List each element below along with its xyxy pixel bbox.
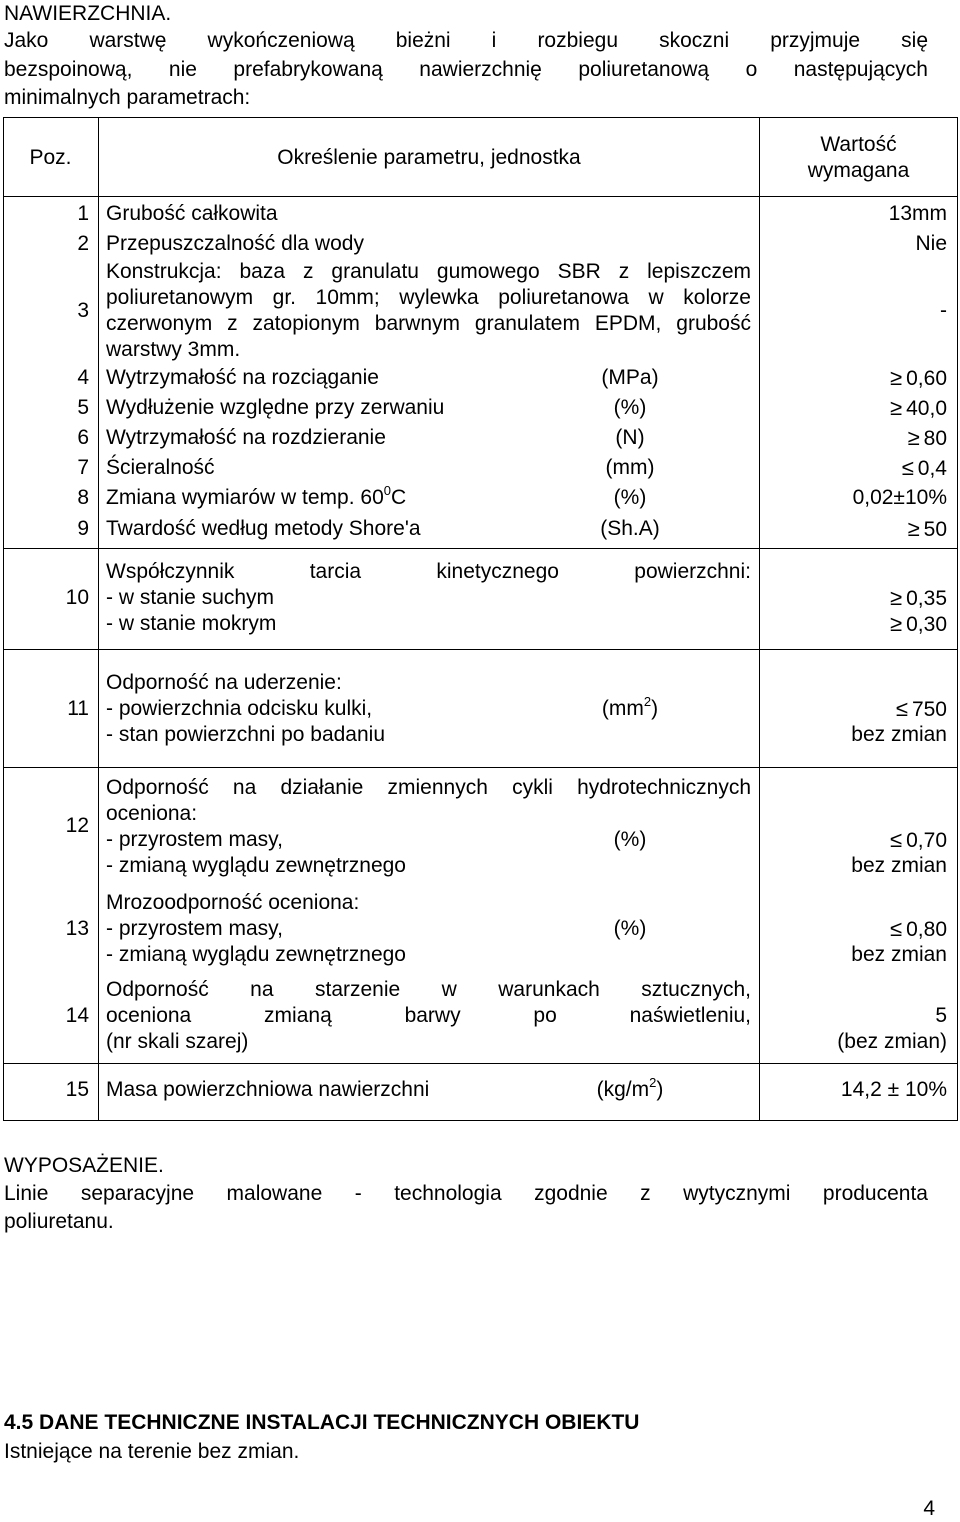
row-parameter xyxy=(106,559,751,637)
row-number: 3 xyxy=(77,299,89,322)
table-border xyxy=(3,1120,957,1121)
row-number: 4 xyxy=(77,366,89,389)
page-number: 4 xyxy=(923,1497,935,1520)
row-parameter: Wytrzymałość na rozdzieranie xyxy=(106,426,386,449)
row-number: 6 xyxy=(77,426,89,449)
header-value xyxy=(760,132,957,184)
table-divider xyxy=(759,117,760,1121)
row-parameter-line: oceniona: xyxy=(106,802,198,825)
row-value: ≤ 0,70 xyxy=(890,827,947,852)
row-number: 1 xyxy=(77,202,89,225)
table-divider xyxy=(3,196,957,197)
row-value: 5 xyxy=(935,1004,947,1027)
header-value-line: Wartość xyxy=(820,133,897,156)
greater-equal-icon: ≥ xyxy=(907,425,920,450)
row-number: 2 xyxy=(77,232,89,255)
section-heading-nawierzchnia: NAWIERZCHNIA. xyxy=(4,2,172,25)
row-value: 0,02±10% xyxy=(852,486,947,509)
row-parameter-line: Odporność na działanie zmiennych cykli hydrotechnicznych xyxy=(106,776,751,799)
section-heading-4-5: 4.5 DANE TECHNICZNE INSTALACJI TECHNICZNYCH OBIEKTU xyxy=(4,1411,640,1434)
row-unit: (MPa) xyxy=(601,366,659,389)
row-unit: (%) xyxy=(613,396,647,419)
row-parameter: Zmiana wymiarów w temp. $60^0C$ xyxy=(106,483,407,509)
row-number: 7 xyxy=(77,456,89,479)
header-poz: Poz. xyxy=(29,146,72,169)
row-parameter xyxy=(106,259,751,363)
row-parameter: Twardość według metody Shore'a xyxy=(106,517,421,540)
greater-equal-icon: ≥ xyxy=(890,395,903,420)
intro-text-line: minimalnych parametrach: xyxy=(4,86,251,109)
table-divider xyxy=(3,649,957,650)
table-divider xyxy=(3,1063,957,1064)
row-number: 14 xyxy=(65,1004,89,1027)
intro-text-line: Jako warstwę wykończeniową bieżni i rozbiegu skoczni przyjmuje się xyxy=(4,29,928,52)
row-value: ≤ 0,4 xyxy=(901,455,947,480)
greater-equal-icon: ≥ xyxy=(890,365,903,390)
row-unit: (%) xyxy=(613,917,647,940)
table-border xyxy=(957,117,958,1121)
row-number: 8 xyxy=(77,486,89,509)
row-number: 12 xyxy=(65,814,89,837)
section-heading-wyposazenie: WYPOSAŻENIE. xyxy=(4,1154,164,1177)
row-parameter-line: Współczynnik tarcia kinetycznego powierzchni: xyxy=(106,560,751,583)
greater-equal-icon: ≥ xyxy=(890,611,903,636)
row-parameter: Wytrzymałość na rozciąganie xyxy=(106,366,379,389)
row-parameter-line: Mrozoodporność oceniona: xyxy=(106,891,360,914)
row-number: 10 xyxy=(65,586,89,609)
row-value: bez zmian xyxy=(851,854,947,877)
row-unit: $(mm^2)$ xyxy=(601,694,659,720)
row-unit: $(kg/m^2)$ xyxy=(596,1075,664,1101)
row-value: Nie xyxy=(915,232,947,255)
table-divider xyxy=(98,117,99,1121)
row-value: bez zmian xyxy=(851,943,947,966)
row-parameter-line: oceniona zmianą barwy po naświetleniu, xyxy=(106,1004,751,1027)
row-parameter: Ścieralność xyxy=(106,456,215,479)
row-value: - xyxy=(940,299,947,322)
greater-equal-icon: ≥ xyxy=(907,516,920,541)
row-parameter-line: - zmianą wyglądu zewnętrznego xyxy=(106,943,406,966)
row-parameter-line: (nr skali szarej) xyxy=(106,1030,249,1053)
row-parameter-line: czerwonym z zatopionym barwnym granulatem EPDM, grubość xyxy=(106,312,751,335)
row-number: 11 xyxy=(67,697,89,720)
row-parameter-line: - w stanie mokrym xyxy=(106,612,277,635)
greater-equal-icon: ≥ xyxy=(890,585,903,610)
row-value: ≥ 80 xyxy=(907,425,947,450)
row-unit: (%) xyxy=(613,486,647,509)
equipment-text-line: Linie separacyjne malowane - technologia zgodnie z wytycznymi producenta xyxy=(4,1182,928,1205)
row-parameter: Przepuszczalność dla wody xyxy=(106,232,364,255)
row-unit: (N) xyxy=(615,426,645,449)
row-parameter-line: Konstrukcja: baza z granulatu gumowego SBR z lepiszczem xyxy=(106,260,751,283)
row-parameter: Masa powierzchniowa nawierzchni xyxy=(106,1078,430,1101)
row-parameter-line: - zmianą wyglądu zewnętrznego xyxy=(106,854,406,877)
row-value: ≥ 0,60 xyxy=(890,365,947,390)
less-equal-icon: ≤ xyxy=(901,455,914,480)
row-parameter-line: poliuretanowym gr. 10mm; wylewka poliuretanowa w kolorze xyxy=(106,286,751,309)
row-number: 5 xyxy=(77,396,89,419)
less-equal-icon: ≤ xyxy=(890,916,903,941)
row-parameter-line: Odporność na starzenie w warunkach sztucznych, xyxy=(106,978,751,1001)
row-value: 13mm xyxy=(888,202,947,225)
row-value: ≥ 0,30 xyxy=(890,611,947,636)
row-value: (bez zmian) xyxy=(837,1030,947,1053)
header-value-line: wymagana xyxy=(807,159,910,182)
row-unit: (%) xyxy=(613,828,647,851)
row-parameter-line: - przyrostem masy, xyxy=(106,828,283,851)
row-unit: (Sh.A) xyxy=(600,517,660,540)
row-parameter-line: - w stanie suchym xyxy=(106,586,275,609)
row-parameter: Wydłużenie względne przy zerwaniu xyxy=(106,396,445,419)
row-value: bez zmian xyxy=(851,723,947,746)
row-parameter-line: - powierzchnia odcisku kulki, xyxy=(106,697,373,720)
row-value: ≥ 0,35 xyxy=(890,585,947,610)
less-equal-icon: ≤ xyxy=(890,827,903,852)
row-parameter-line: Odporność na uderzenie: xyxy=(106,671,342,694)
table-divider xyxy=(3,767,957,768)
row-value: ≥ 50 xyxy=(907,516,947,541)
row-parameter-line: warstwy 3mm. xyxy=(106,338,241,361)
row-value: ≥ 40,0 xyxy=(890,395,947,420)
equipment-text-line: poliuretanu. xyxy=(4,1210,114,1233)
intro-text-line: bezspoinową, nie prefabrykowaną nawierzchnię poliuretanową o następujących xyxy=(4,58,928,81)
row-unit: (mm) xyxy=(605,456,655,479)
row-parameter-line: - przyrostem masy, xyxy=(106,917,283,940)
header-parameter: Określenie parametru, jednostka xyxy=(277,146,581,169)
row-parameter-line: - stan powierzchni po badaniu xyxy=(106,723,386,746)
row-value: ≤ 750 xyxy=(895,696,947,721)
row-number: 13 xyxy=(65,917,89,940)
row-value: ≤ 0,80 xyxy=(890,916,947,941)
row-number: 15 xyxy=(65,1078,89,1101)
row-parameter: Grubość całkowita xyxy=(106,202,278,225)
row-parameter xyxy=(106,977,751,1055)
less-equal-icon: ≤ xyxy=(895,696,908,721)
row-value: 14,2 ± 10% xyxy=(840,1078,947,1101)
row-number: 9 xyxy=(77,517,89,540)
section-text-line: Istniejące na terenie bez zmian. xyxy=(4,1440,300,1463)
table-divider xyxy=(3,548,957,549)
